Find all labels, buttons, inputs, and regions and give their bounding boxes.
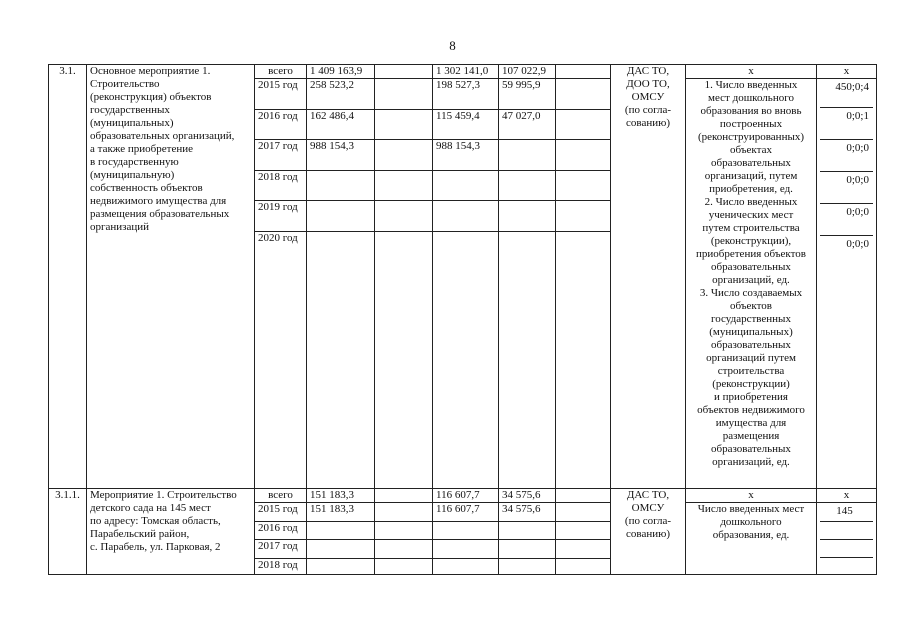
executor: ДАС ТО, ОМСУ (по согла- сованию) <box>611 489 686 575</box>
indicator-values <box>817 503 877 575</box>
funding-local: 34 575,6 <box>499 503 556 522</box>
funding-local <box>499 231 556 488</box>
year-label: всего <box>255 65 307 79</box>
program-table <box>48 64 877 575</box>
funding-federal <box>375 489 433 503</box>
page-number: 8 <box>449 38 456 53</box>
funding-local <box>499 201 556 232</box>
indicator-value: 0;0;0 <box>820 172 873 204</box>
funding-other <box>556 79 611 110</box>
funding-local <box>499 140 556 171</box>
value-x: х <box>817 65 877 79</box>
indicator-x: х <box>686 65 817 79</box>
funding-total: 1 409 163,9 <box>307 65 375 79</box>
funding-regional <box>433 201 499 232</box>
funding-federal <box>375 140 433 171</box>
funding-total <box>307 558 375 574</box>
funding-total: 151 183,3 <box>307 489 375 503</box>
value-x: х <box>817 489 877 503</box>
indicator-list: Число введенных мест дошкольного образования, ед. <box>686 503 817 575</box>
funding-total <box>307 170 375 201</box>
funding-regional: 116 607,7 <box>433 489 499 503</box>
indicator-values <box>817 79 877 489</box>
funding-local: 107 022,9 <box>499 65 556 79</box>
funding-federal <box>375 503 433 522</box>
funding-other <box>556 109 611 140</box>
funding-other <box>556 201 611 232</box>
funding-other <box>556 231 611 488</box>
indicator-value <box>820 522 873 540</box>
year-label: 2017 год <box>255 140 307 171</box>
funding-federal <box>375 109 433 140</box>
funding-other <box>556 540 611 559</box>
funding-regional: 1 302 141,0 <box>433 65 499 79</box>
funding-total: 988 154,3 <box>307 140 375 171</box>
year-label: 2020 год <box>255 231 307 488</box>
funding-federal <box>375 79 433 110</box>
funding-local: 34 575,6 <box>499 489 556 503</box>
year-label: 2018 год <box>255 558 307 574</box>
measure-name: Мероприятие 1. Строительство детского сада на 145 мест по адресу: Томская область, Парабельский район, с. Парабель, ул. Парковая, 2 <box>87 489 255 575</box>
year-label: всего <box>255 489 307 503</box>
funding-total <box>307 540 375 559</box>
year-label: 2019 год <box>255 201 307 232</box>
funding-total <box>307 521 375 540</box>
funding-regional <box>433 558 499 574</box>
funding-other <box>556 489 611 503</box>
year-label: 2018 год <box>255 170 307 201</box>
indicator-value: 0;0;0 <box>820 204 873 236</box>
row-code: 3.1. <box>49 65 87 489</box>
year-label: 2017 год <box>255 540 307 559</box>
funding-federal <box>375 65 433 79</box>
funding-regional: 116 607,7 <box>433 503 499 522</box>
funding-local <box>499 521 556 540</box>
funding-other <box>556 65 611 79</box>
funding-regional <box>433 521 499 540</box>
indicator-value: 0;0;1 <box>820 108 873 140</box>
indicator-value: 450;0;4 <box>820 79 873 108</box>
funding-other <box>556 558 611 574</box>
funding-local <box>499 540 556 559</box>
year-label: 2015 год <box>255 503 307 522</box>
funding-federal <box>375 558 433 574</box>
funding-total: 151 183,3 <box>307 503 375 522</box>
funding-federal <box>375 540 433 559</box>
measure-name: Основное мероприятие 1. Строительство (реконструкция) объектов государственных (муниципальных) образовательных организаций, а также приобретение в государственную (муниципальную) собственность объектов недвижимого имущества для размещения образовательных организаций <box>87 65 255 489</box>
funding-federal <box>375 521 433 540</box>
funding-other <box>556 521 611 540</box>
funding-regional: 988 154,3 <box>433 140 499 171</box>
table-row <box>49 489 877 503</box>
year-label: 2016 год <box>255 521 307 540</box>
indicator-list: 1. Число введенных мест дошкольного образования во вновь построенных (реконструированных) объектах образовательных организаций, путем приобретения, ед. 2. Число введенных ученических мест путем строительства (реконструкции), приобретения объектов образовательных организаций, ед. 3. Число создаваемых объектов государственных (муниципальных) образовательных организаций путем строительства (реконструкции) и приобретения объектов недвижимого имущества для размещения образовательных организаций, ед. <box>686 79 817 489</box>
row-code: 3.1.1. <box>49 489 87 575</box>
funding-federal <box>375 231 433 488</box>
funding-other <box>556 140 611 171</box>
indicator-value <box>820 540 873 558</box>
funding-regional <box>433 231 499 488</box>
funding-local <box>499 558 556 574</box>
funding-total <box>307 231 375 488</box>
funding-local <box>499 170 556 201</box>
values-subtable <box>820 79 873 488</box>
funding-regional: 115 459,4 <box>433 109 499 140</box>
funding-federal <box>375 170 433 201</box>
indicator-value <box>820 558 873 575</box>
funding-other <box>556 170 611 201</box>
indicator-value: 0;0;0 <box>820 140 873 172</box>
year-label: 2015 год <box>255 79 307 110</box>
funding-regional: 198 527,3 <box>433 79 499 110</box>
funding-regional <box>433 170 499 201</box>
table-row <box>49 65 877 79</box>
indicator-value: 145 <box>820 503 873 522</box>
indicator-x: х <box>686 489 817 503</box>
funding-total: 162 486,4 <box>307 109 375 140</box>
funding-other <box>556 503 611 522</box>
values-subtable <box>820 503 873 574</box>
funding-federal <box>375 201 433 232</box>
funding-regional <box>433 540 499 559</box>
funding-local: 59 995,9 <box>499 79 556 110</box>
executor: ДАС ТО, ДОО ТО, ОМСУ (по согла- сованию) <box>611 65 686 489</box>
funding-total: 258 523,2 <box>307 79 375 110</box>
year-label: 2016 год <box>255 109 307 140</box>
indicator-value: 0;0;0 <box>846 238 869 250</box>
funding-total <box>307 201 375 232</box>
funding-local: 47 027,0 <box>499 109 556 140</box>
